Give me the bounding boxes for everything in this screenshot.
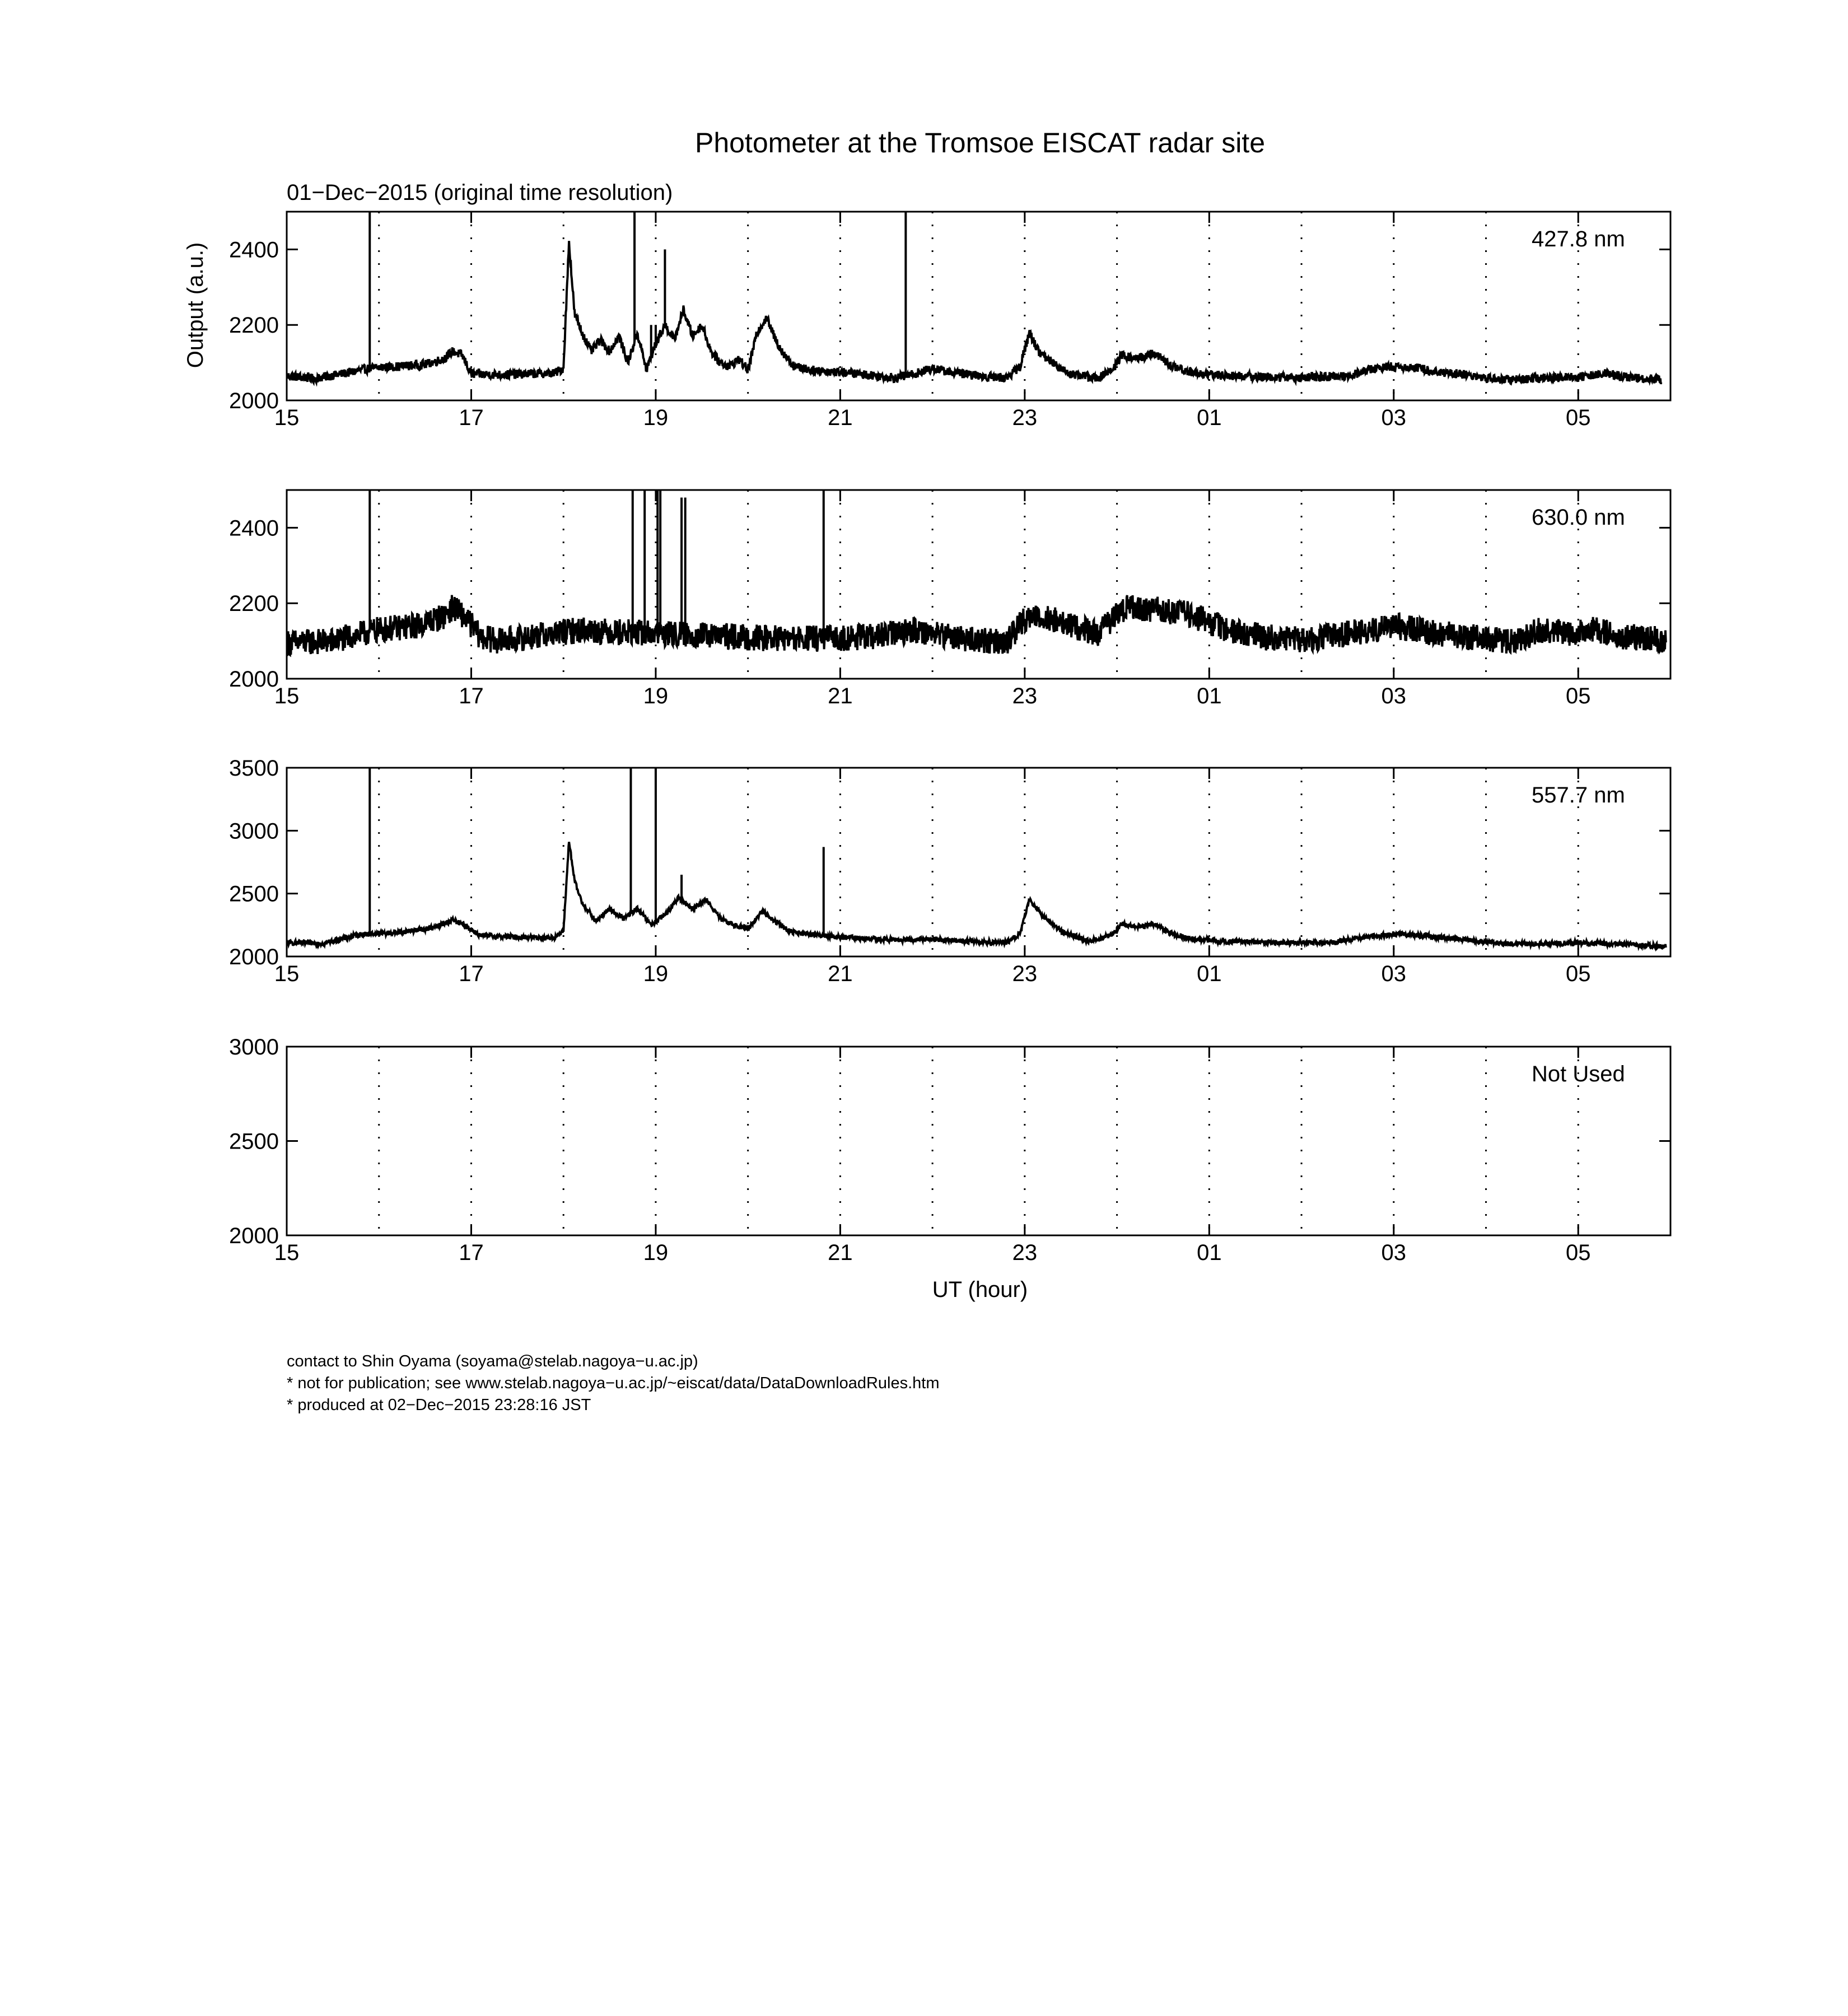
x-tick-label: 03 xyxy=(1381,962,1407,986)
y-tick-label: 2200 xyxy=(229,591,279,617)
footer-contact: contact to Shin Oyama (soyama@stelab.nagoya−u.ac.jp) xyxy=(287,1352,698,1370)
y-tick-label: 2400 xyxy=(229,237,279,263)
y-axis-label: Output (a.u.) xyxy=(183,242,208,368)
x-tick-label: 03 xyxy=(1381,684,1407,708)
x-tick-label: 05 xyxy=(1566,684,1591,708)
x-tick-label: 01 xyxy=(1197,684,1222,708)
x-tick-label: 15 xyxy=(274,684,300,708)
y-tick-label: 2000 xyxy=(229,1224,279,1248)
x-tick-label: 17 xyxy=(459,1240,484,1265)
x-tick-label: 03 xyxy=(1381,405,1407,430)
panel-frame xyxy=(287,768,1670,956)
x-tick-label: 17 xyxy=(459,405,484,430)
channel-label: Not Used xyxy=(1532,1062,1625,1086)
x-tick-label: 21 xyxy=(828,684,853,708)
x-tick-label: 15 xyxy=(274,962,300,986)
x-tick-label: 19 xyxy=(643,405,669,430)
panel-2 xyxy=(229,490,1670,708)
x-tick-label: 15 xyxy=(274,1240,300,1265)
x-tick-label: 17 xyxy=(459,962,484,986)
y-tick-label: 2400 xyxy=(229,516,279,541)
figure-subtitle: 01−Dec−2015 (original time resolution) xyxy=(287,180,673,205)
x-tick-label: 01 xyxy=(1197,405,1222,430)
y-tick-label: 2000 xyxy=(229,945,279,969)
x-tick-label: 03 xyxy=(1381,1240,1407,1265)
x-tick-label: 01 xyxy=(1197,1240,1222,1265)
panel-4 xyxy=(229,1035,1670,1265)
x-tick-label: 21 xyxy=(828,962,853,986)
figure-title: Photometer at the Tromsoe EISCAT radar site xyxy=(694,127,1266,158)
panels-group xyxy=(229,212,1670,1265)
panel-1 xyxy=(229,212,1670,430)
y-tick-label: 2500 xyxy=(229,1129,279,1154)
x-tick-label: 01 xyxy=(1197,962,1222,986)
panel-frame xyxy=(287,1047,1670,1235)
y-tick-label: 2500 xyxy=(229,881,279,907)
x-tick-label: 23 xyxy=(1012,684,1038,708)
series-trace xyxy=(287,842,1666,948)
y-tick-label: 2200 xyxy=(229,313,279,338)
x-tick-label: 05 xyxy=(1566,405,1591,430)
channel-label: 427.8 nm xyxy=(1532,227,1625,251)
x-tick-label: 19 xyxy=(643,962,669,986)
y-tick-label: 2000 xyxy=(229,667,279,692)
x-tick-label: 05 xyxy=(1566,1240,1591,1265)
y-tick-label: 2000 xyxy=(229,389,279,413)
panel-3 xyxy=(229,756,1670,986)
x-tick-label: 23 xyxy=(1012,1240,1038,1265)
x-tick-label: 23 xyxy=(1012,962,1038,986)
x-tick-label: 21 xyxy=(828,405,853,430)
y-tick-label: 3500 xyxy=(229,756,279,781)
x-tick-label: 19 xyxy=(643,684,669,708)
footer-rules: * not for publication; see www.stelab.nagoya−u.ac.jp/~eiscat/data/DataDownloadRules.htm xyxy=(287,1374,940,1392)
x-tick-label: 05 xyxy=(1566,962,1591,986)
series-trace xyxy=(287,595,1666,656)
channel-label: 630.0 nm xyxy=(1532,505,1625,530)
x-tick-label: 15 xyxy=(274,405,300,430)
x-tick-label: 19 xyxy=(643,1240,669,1265)
series-trace xyxy=(287,241,1662,384)
y-tick-label: 3000 xyxy=(229,819,279,844)
y-tick-label: 3000 xyxy=(229,1035,279,1060)
x-tick-label: 17 xyxy=(459,684,484,708)
x-tick-label: 21 xyxy=(828,1240,853,1265)
footer-produced: * produced at 02−Dec−2015 23:28:16 JST xyxy=(287,1396,591,1414)
channel-label: 557.7 nm xyxy=(1532,783,1625,808)
x-tick-label: 23 xyxy=(1012,405,1038,430)
x-axis-label: UT (hour) xyxy=(932,1277,1028,1302)
